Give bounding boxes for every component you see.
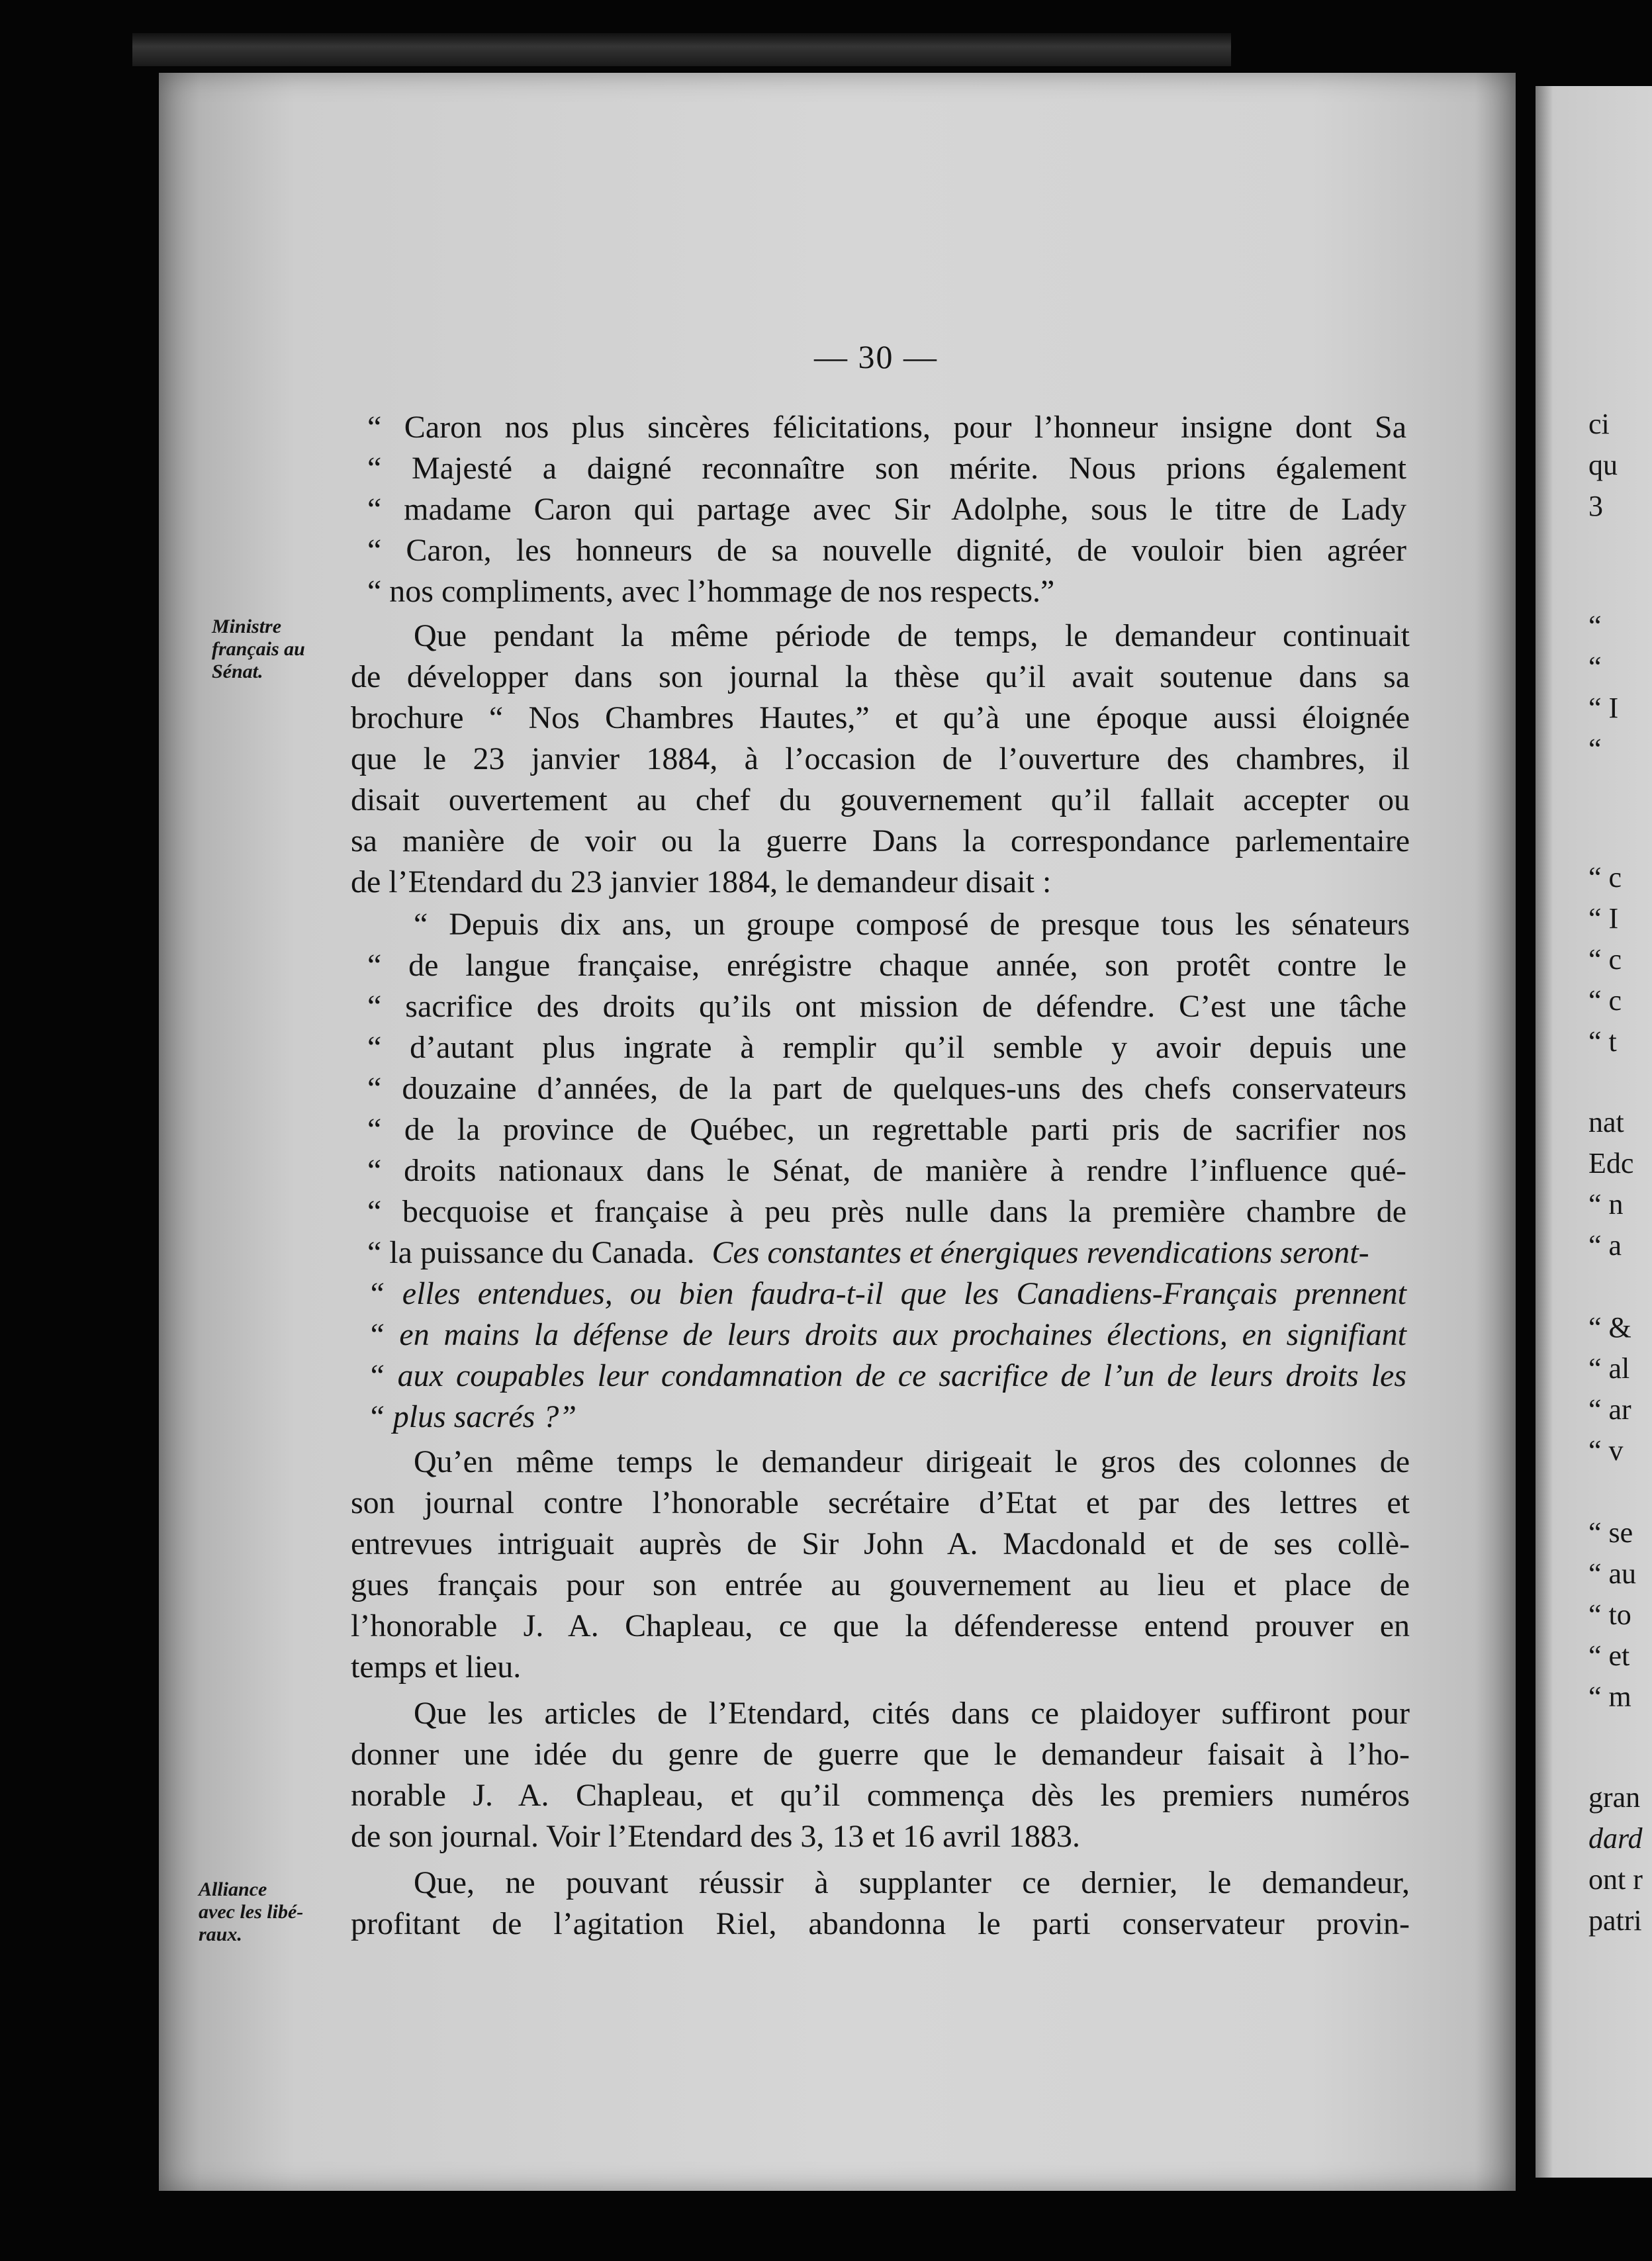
text-line: de son journal. Voir l’Etendard des 3, 13 et 16 avril 1883.	[351, 1819, 1081, 1854]
right-page-fragment: “	[1588, 610, 1602, 642]
right-page-fragment: 3	[1588, 490, 1603, 522]
right-page-fragment: ont r	[1588, 1863, 1643, 1896]
right-page-fragment: “ m	[1588, 1681, 1631, 1713]
text-line: profitant de l’agitation Riel, abandonna le parti conservateur provin-	[351, 1906, 1410, 1941]
scan-top-edge	[132, 33, 1231, 66]
text-line: “ d’autant plus ingrate à remplir qu’il semble y avoir depuis une	[367, 1030, 1406, 1065]
right-page-fragment: nat	[1588, 1106, 1624, 1138]
right-page-fragment: “ a	[1588, 1229, 1622, 1262]
right-page-fragment: dard	[1588, 1822, 1643, 1855]
text-line: de développer dans son journal la thèse qu’il avait soutenue dans sa	[351, 659, 1410, 694]
text-line: “ Caron nos plus sincères félicitations, pour l’honneur insigne dont Sa	[367, 410, 1406, 445]
margin-note-line: Ministre	[212, 616, 282, 637]
text-line: “ de la province de Québec, un regrettable parti pris de sacrifier nos	[367, 1112, 1406, 1147]
text-run: “ la puissance du Canada.	[367, 1235, 695, 1270]
right-page-fragment: “ et	[1588, 1639, 1630, 1672]
right-page-fragment: “ c	[1588, 984, 1622, 1017]
text-line: que le 23 janvier 1884, à l’occasion de l’ouverture des chambres, il	[351, 741, 1410, 776]
text-line: “ douzaine d’années, de la part de quelques-uns des chefs conservateurs	[367, 1071, 1406, 1106]
right-page-fragment: gran	[1588, 1781, 1641, 1814]
right-page-fragment: “ &	[1588, 1311, 1631, 1344]
right-page-fragment: “ I	[1588, 902, 1619, 935]
margin-note-alliance	[199, 1878, 303, 1946]
text-line: son journal contre l’honorable secrétaire d’Etat et par des lettres et	[351, 1485, 1410, 1520]
right-page-fragment: “ al	[1588, 1352, 1630, 1385]
right-page-fragment: “ c	[1588, 861, 1622, 894]
text-line: “ sacrifice des droits qu’ils ont mission de défendre. C’est une tâche	[367, 989, 1406, 1024]
margin-note-line: avec les libé-	[199, 1901, 304, 1923]
text-line: “ droits nationaux dans le Sénat, de manière à rendre l’influence qué-	[367, 1153, 1406, 1188]
margin-note-line: Alliance	[199, 1878, 267, 1900]
text-line: temps et lieu.	[351, 1649, 522, 1684]
text-line: Qu’en même temps le demandeur dirigeait le gros des colonnes de	[414, 1444, 1410, 1479]
text-run-italic: Ces constantes et énergiques revendications seront-	[711, 1235, 1369, 1270]
right-page-fragment: patri	[1588, 1904, 1642, 1937]
text-line-mixed	[367, 1232, 1406, 1273]
right-page-fragment: qu	[1588, 449, 1618, 481]
right-page-fragment: Edc	[1588, 1147, 1634, 1179]
text-line: “ Depuis dix ans, un groupe composé de presque tous les sénateurs	[414, 907, 1410, 942]
text-line: “ aux coupables leur condamnation de ce sacrifice de l’un de leurs droits les	[367, 1358, 1406, 1393]
text-line: gues français pour son entrée au gouvernement au lieu et place de	[351, 1567, 1410, 1602]
text-line: de l’Etendard du 23 janvier 1884, le demandeur disait :	[351, 864, 1052, 900]
right-page-fragment: “ to	[1588, 1598, 1631, 1631]
right-page-fragment: “	[1588, 651, 1602, 683]
text-line: l’honorable J. A. Chapleau, ce que la défenderesse entend prouver en	[351, 1608, 1410, 1643]
text-line: Que les articles de l’Etendard, cités dans ce plaidoyer suffiront pour	[414, 1696, 1410, 1731]
text-line: donner une idée du genre de guerre que le demandeur faisait à l’ho-	[351, 1737, 1410, 1772]
right-page-fragment: “ se	[1588, 1516, 1633, 1549]
text-line: disait ouvertement au chef du gouvernement qu’il fallait accepter ou	[351, 782, 1410, 817]
text-line: “ becquoise et française à peu près nulle dans la première chambre de	[367, 1194, 1406, 1229]
text-line: brochure “ Nos Chambres Hautes,” et qu’à une époque aussi éloignée	[351, 700, 1410, 735]
margin-note-ministre	[212, 616, 305, 683]
text-line: norable J. A. Chapleau, et qu’il commença dès les premiers numéros	[351, 1778, 1410, 1813]
text-line: “ elles entendues, ou bien faudra-t-il que les Canadiens-Français prennent	[367, 1276, 1406, 1311]
right-page-fragment: ci	[1588, 408, 1610, 440]
text-line: “ plus sacrés ?”	[367, 1399, 577, 1434]
text-line: “ en mains la défense de leurs droits aux prochaines élections, en signifiant	[367, 1317, 1406, 1352]
text-line: Que pendant la même période de temps, le demandeur continuait	[414, 618, 1410, 653]
text-line: “ Caron, les honneurs de sa nouvelle dignité, de vouloir bien agréer	[367, 533, 1406, 568]
text-line: Que, ne pouvant réussir à supplanter ce dernier, le demandeur,	[414, 1865, 1410, 1900]
text-line: “ de langue française, enrégistre chaque année, son protêt contre le	[367, 948, 1406, 983]
margin-note-line: Sénat.	[212, 661, 263, 682]
right-page-fragment: “ n	[1588, 1188, 1624, 1221]
right-page-fragment: “ t	[1588, 1025, 1617, 1058]
right-page-fragment: “ c	[1588, 943, 1622, 976]
text-line: “ madame Caron qui partage avec Sir Adolphe, sous le titre de Lady	[367, 492, 1406, 527]
margin-note-line: raux.	[199, 1923, 242, 1945]
text-line: “ nos compliments, avec l’hommage de nos respects.”	[367, 574, 1055, 609]
text-line: entrevues intriguait auprès de Sir John A. Macdonald et de ses collè-	[351, 1526, 1410, 1561]
right-page-fragment: “ ar	[1588, 1393, 1631, 1426]
page-number: — 30 —	[814, 338, 938, 375]
right-page-fragment: “ v	[1588, 1434, 1624, 1467]
right-page-fragment: “ I	[1588, 692, 1619, 724]
right-page-fragment: “	[1588, 733, 1602, 765]
text-line: “ Majesté a daigné reconnaître son mérite. Nous prions également	[367, 451, 1406, 486]
right-page-fragment: “ au	[1588, 1557, 1637, 1590]
margin-note-line: français au	[212, 638, 305, 660]
text-line: sa manière de voir ou la guerre Dans la correspondance parlementaire	[351, 823, 1410, 858]
